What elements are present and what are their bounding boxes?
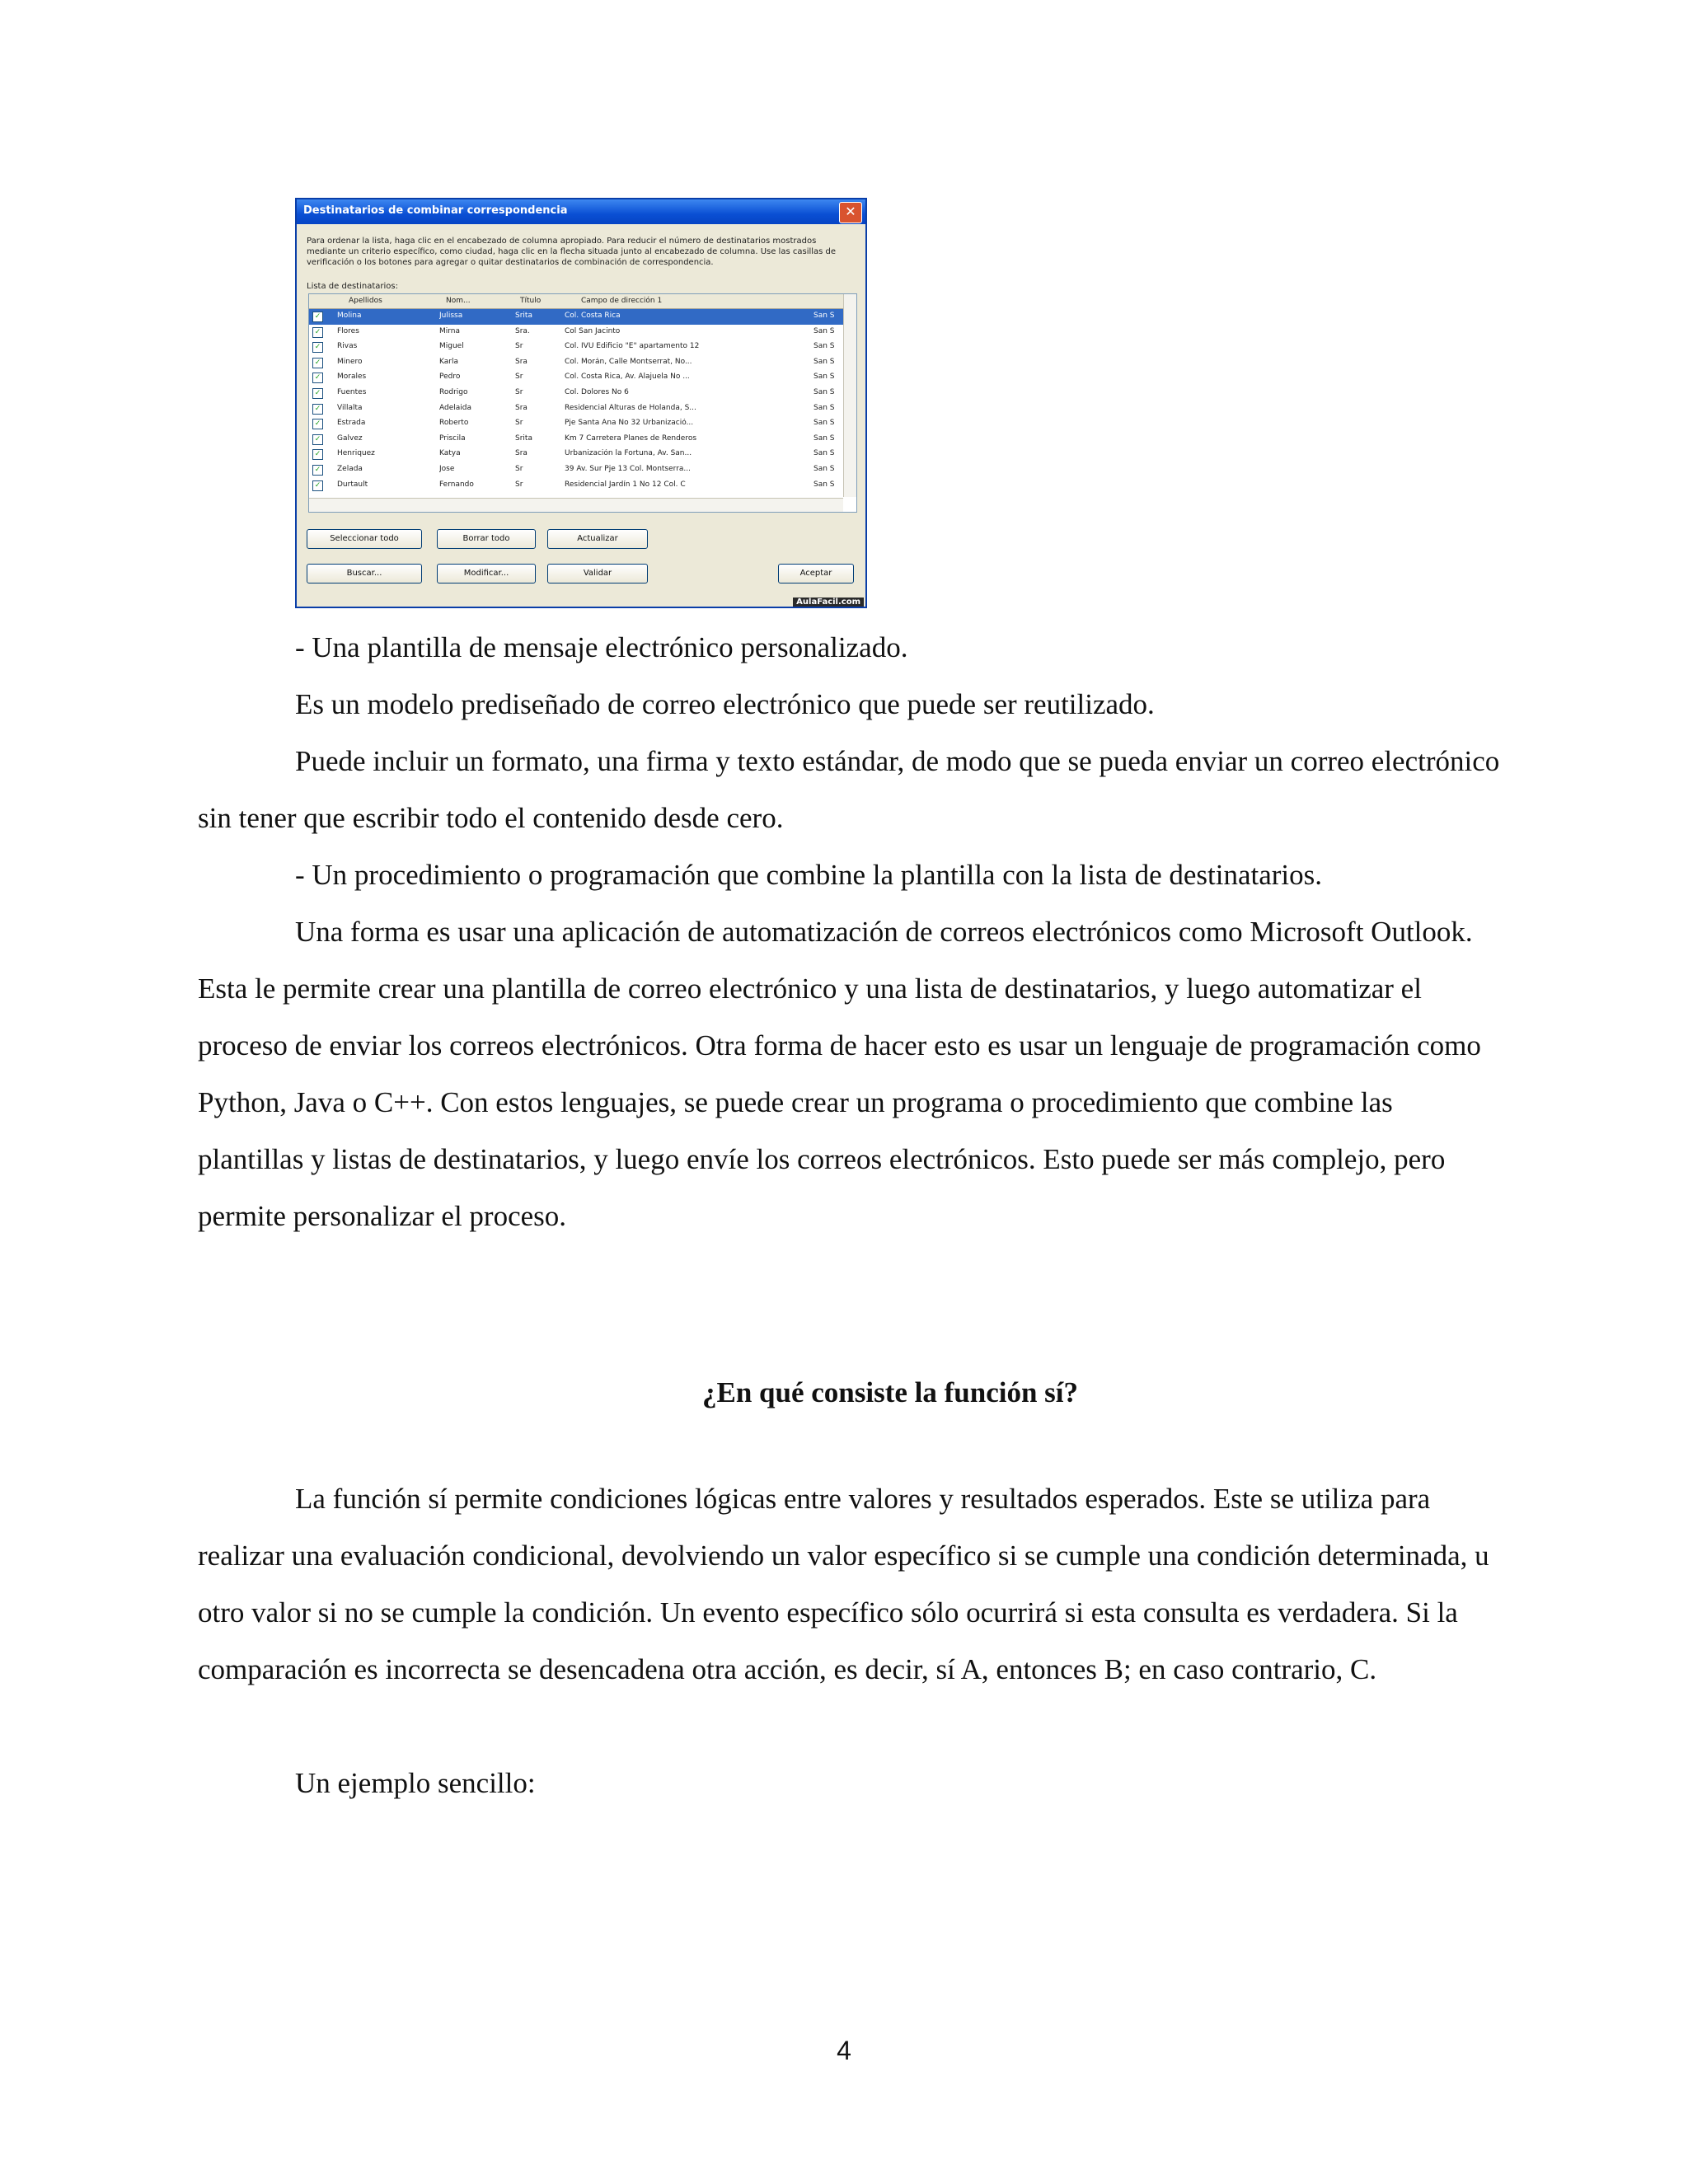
cell-apellido: Galvez <box>337 434 363 443</box>
column-header-apellidos: Apellidos <box>349 297 382 305</box>
cell-titulo: Srita <box>515 312 532 320</box>
paragraph-procedure-item: - Un procedimiento o programación que combine la plantilla con la lista de destinatarios. <box>295 859 1323 891</box>
cell-ciudad: San S <box>814 357 835 366</box>
cell-direccion: Residencial Alturas de Holanda, S... <box>565 403 696 412</box>
checkbox-icon: ✓ <box>312 449 323 460</box>
table-row <box>309 325 843 340</box>
paragraph-automation-methods: Una forma es usar una aplicación de automatización de correos electrónicos como Microsoft Outlook. Esta le permite crear una plantilla de correo electrónico y una lista de destinatarios, y luego automatizar el proceso de enviar los correos electrónicos. Otra forma de hacer esto es usar un lenguaje de programación como Python, Java o C++. Con estos lenguajes, se puede crear un programa o procedimiento que combine las plantillas y listas de destinatarios, y luego envíe los correos electrónicos. Esto puede ser más complejo, pero permite personalizar el proceso. <box>198 916 1481 1232</box>
edit-button: Modificar... <box>437 564 536 583</box>
cell-ciudad: San S <box>814 434 835 443</box>
table-row <box>309 386 843 401</box>
recipient-list-label: Lista de destinatarios: <box>307 282 398 291</box>
cell-apellido: Flores <box>337 326 359 335</box>
cell-titulo: Sr <box>515 342 523 351</box>
cell-direccion: Col. Costa Rica <box>565 312 621 320</box>
checkbox-icon: ✓ <box>312 342 323 353</box>
find-button: Buscar... <box>307 564 422 583</box>
cell-apellido: Minero <box>337 357 363 366</box>
cell-nombre: Katya <box>439 449 461 458</box>
cell-ciudad: San S <box>814 464 835 473</box>
cell-apellido: Henriquez <box>337 449 375 458</box>
cell-titulo: Sra <box>515 357 528 366</box>
cell-nombre: Karla <box>439 357 458 366</box>
cell-ciudad: San S <box>814 326 835 335</box>
page-number: 4 <box>837 2036 851 2065</box>
checkbox-icon: ✓ <box>312 373 323 383</box>
vertical-scrollbar <box>843 294 856 497</box>
cell-titulo: Sra <box>515 403 528 412</box>
cell-nombre: Mirna <box>439 326 461 335</box>
table-row <box>309 309 843 325</box>
cell-ciudad: San S <box>814 312 835 320</box>
cell-direccion: Residencial Jardín 1 No 12 Col. C <box>565 480 686 489</box>
dialog-instructions: Para ordenar la lista, haga clic en el encabezado de columna apropiado. Para reducir el número de destinatarios mostrados mediante un criterio específico, como ciudad, haga clic en la flecha situada junto al encabezado de columna. Use las casillas de verificación o los botones para agregar o quitar destinatarios de combinación de correspondencia. <box>307 237 837 267</box>
column-header-direccion: Campo de dirección 1 <box>581 297 663 305</box>
cell-ciudad: San S <box>814 342 835 351</box>
cell-nombre: Adelaida <box>439 403 471 412</box>
ok-button: Aceptar <box>778 564 854 583</box>
validate-button: Validar <box>547 564 648 583</box>
paragraph-template-definition: Es un modelo prediseñado de correo electrónico que puede ser reutilizado. <box>295 688 1155 720</box>
table-row <box>309 447 843 462</box>
close-icon: ✕ <box>839 202 862 223</box>
listview-header <box>309 294 843 309</box>
cell-direccion: Urbanización la Fortuna, Av. San... <box>565 449 692 458</box>
table-row <box>309 478 843 494</box>
cell-ciudad: San S <box>814 403 835 412</box>
cell-titulo: Sr <box>515 373 523 382</box>
cell-direccion: 39 Av. Sur Pje 13 Col. Montserra... <box>565 464 691 473</box>
table-row <box>309 340 843 355</box>
cell-ciudad: San S <box>814 419 835 428</box>
cell-nombre: Fernando <box>439 480 474 489</box>
cell-direccion: Col. Morán, Calle Montserrat, No... <box>565 357 692 366</box>
cell-ciudad: San S <box>814 373 835 382</box>
cell-titulo: Sr <box>515 464 523 473</box>
cell-titulo: Sr <box>515 419 523 428</box>
cell-direccion: Col. IVU Edificio "E" apartamento 12 <box>565 342 700 351</box>
clear-all-button: Borrar todo <box>437 529 536 549</box>
cell-direccion: Col San Jacinto <box>565 326 621 335</box>
cell-direccion: Col. Costa Rica, Av. Alajuela No ... <box>565 373 690 382</box>
cell-apellido: Zelada <box>337 464 363 473</box>
select-all-button: Seleccionar todo <box>307 529 422 549</box>
table-row <box>309 462 843 478</box>
paragraph-if-function: La función sí permite condiciones lógicas entre valores y resultados esperados. Este se utiliza para realizar una evaluación condicional, devolviendo un valor específico si se cumple una condición determinada, u otro valor si no se cumple la condición. Un evento específico sólo ocurrirá si esta consulta es verdadera. Si la comparación es incorrecta se desencadena otra acción, es decir, sí A, entonces B; en caso contrario, C. <box>198 1483 1489 1685</box>
cell-direccion: Km 7 Carretera Planes de Renderos <box>565 434 697 443</box>
listview-rows <box>309 309 843 493</box>
cell-ciudad: San S <box>814 480 835 489</box>
cell-apellido: Rivas <box>337 342 358 351</box>
cell-nombre: Priscila <box>439 434 466 443</box>
dialog-title: Destinatarios de combinar correspondencia <box>303 204 568 217</box>
cell-apellido: Estrada <box>337 419 366 428</box>
cell-ciudad: San S <box>814 387 835 396</box>
checkbox-icon: ✓ <box>312 419 323 429</box>
cell-apellido: Villalta <box>337 403 363 412</box>
dialog-titlebar <box>297 199 865 224</box>
table-row <box>309 355 843 371</box>
checkbox-icon: ✓ <box>312 388 323 399</box>
cell-titulo: Sr <box>515 480 523 489</box>
column-header-nombre: Nom... <box>446 297 471 305</box>
checkbox-icon: ✓ <box>312 404 323 415</box>
cell-apellido: Durtault <box>337 480 368 489</box>
cell-titulo: Sra <box>515 449 528 458</box>
checkbox-icon: ✓ <box>312 480 323 491</box>
column-header-titulo: Título <box>520 297 542 305</box>
horizontal-scrollbar <box>309 498 843 512</box>
paragraph-template-contents: Puede incluir un formato, una firma y texto estándar, de modo que se pueda enviar un correo electrónico sin tener que escribir todo el contenido desde cero. <box>198 745 1500 834</box>
refresh-button: Actualizar <box>547 529 648 549</box>
cell-titulo: Sr <box>515 387 523 396</box>
watermark-logo: AulaFacil.com <box>793 598 864 607</box>
cell-ciudad: San S <box>814 449 835 458</box>
cell-nombre: Miguel <box>439 342 464 351</box>
table-row <box>309 432 843 448</box>
cell-titulo: Srita <box>515 434 532 443</box>
cell-nombre: Pedro <box>439 373 461 382</box>
section-heading: ¿En qué consiste la función sí? <box>701 1376 1079 1408</box>
paragraph-example-intro: Un ejemplo sencillo: <box>295 1767 536 1799</box>
paragraph-template-item: - Una plantilla de mensaje electrónico personalizado. <box>295 631 908 663</box>
cell-nombre: Rodrigo <box>439 387 468 396</box>
table-row <box>309 416 843 432</box>
checkbox-icon: ✓ <box>312 465 323 476</box>
recipient-listview <box>308 293 857 513</box>
table-row <box>309 401 843 417</box>
checkbox-icon: ✓ <box>312 358 323 368</box>
cell-titulo: Sra. <box>515 326 530 335</box>
cell-direccion: Col. Dolores No 6 <box>565 387 629 396</box>
cell-apellido: Morales <box>337 373 367 382</box>
checkbox-icon: ✓ <box>312 312 323 322</box>
checkbox-icon: ✓ <box>312 434 323 445</box>
cell-nombre: Roberto <box>439 419 469 428</box>
cell-nombre: Jose <box>439 464 455 473</box>
cell-apellido: Fuentes <box>337 387 367 396</box>
cell-nombre: Julissa <box>439 312 463 320</box>
checkbox-icon: ✓ <box>312 327 323 338</box>
cell-apellido: Molina <box>337 312 362 320</box>
mail-merge-recipients-dialog <box>295 198 867 608</box>
cell-direccion: Pje Santa Ana No 32 Urbanizació... <box>565 419 694 428</box>
table-row <box>309 370 843 386</box>
